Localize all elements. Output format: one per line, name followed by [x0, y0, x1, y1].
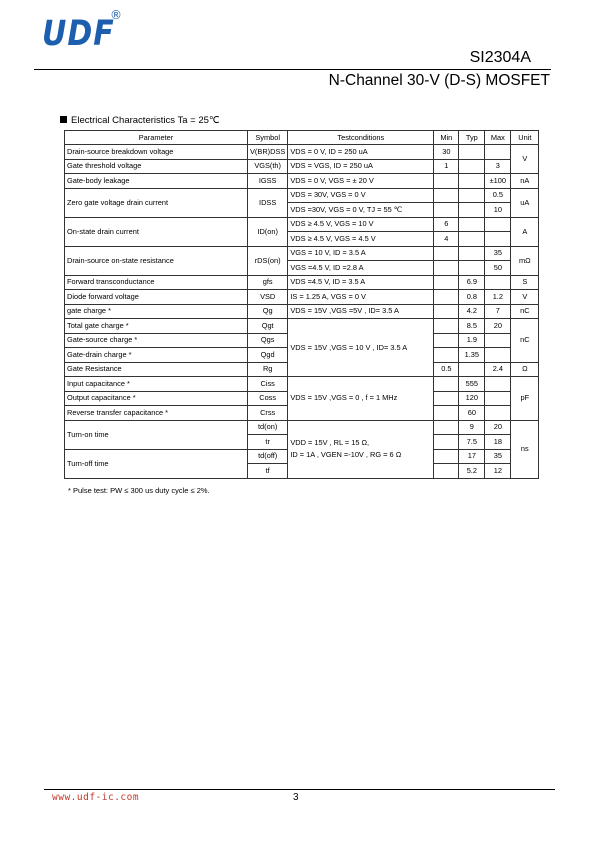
param-cell: On-state drain current [65, 217, 248, 246]
unit-cell: S [511, 275, 539, 290]
param-cell: Forward transconductance [65, 275, 248, 290]
table-row [65, 174, 539, 189]
min-cell [434, 319, 459, 334]
symbol-cell: Crss [248, 406, 288, 421]
symbol-cell: VSD [248, 290, 288, 305]
condition-line: VDD = 15V , RL = 15 Ω, [290, 438, 370, 447]
min-cell [434, 464, 459, 479]
table-row [65, 217, 539, 232]
footer-rule [44, 789, 555, 790]
symbol-cell: IDSS [248, 188, 288, 217]
condition-cell: VDS ≥ 4.5 V, VGS = 4.5 V [288, 232, 434, 247]
bullet-square-icon [60, 116, 67, 123]
min-cell [434, 275, 459, 290]
max-cell: 0.5 [485, 188, 511, 203]
condition-cell: VGS = 10 V, ID = 3.5 A [288, 246, 434, 261]
condition-cell: IS = 1.25 A, VGS = 0 V [288, 290, 434, 305]
typ-cell: 60 [459, 406, 485, 421]
min-cell [434, 304, 459, 319]
condition-cell: VDS = 15V ,VGS = 0 , f = 1 MHz [288, 377, 434, 421]
condition-cell: VDS =4.5 V, ID = 3.5 A [288, 275, 434, 290]
unit-cell: nC [511, 304, 539, 319]
param-cell: Gate Resistance [65, 362, 248, 377]
table-row [65, 145, 539, 160]
max-cell [485, 275, 511, 290]
min-cell [434, 449, 459, 464]
symbol-cell: td(off) [248, 449, 288, 464]
header-cell: Testconditions [288, 131, 434, 145]
condition-cell: VDS = 15V ,VGS = 10 V , ID= 3.5 A [288, 319, 434, 377]
typ-cell [459, 188, 485, 203]
typ-cell: 555 [459, 377, 485, 392]
condition-cell: VDS = 0 V, ID = 250 uA [288, 145, 434, 160]
max-cell [485, 145, 511, 160]
typ-cell: 7.5 [459, 435, 485, 450]
param-cell: Diode forward voltage [65, 290, 248, 305]
min-cell [434, 406, 459, 421]
param-cell: Total gate charge * [65, 319, 248, 334]
condition-cell: VGS =4.5 V, ID =2.8 A [288, 261, 434, 276]
table-row [65, 304, 539, 319]
condition-cell: VDS = VGS, ID = 250 uA [288, 159, 434, 174]
unit-cell: mΩ [511, 246, 539, 275]
table-row [65, 188, 539, 203]
page-number: 3 [293, 792, 299, 803]
param-cell: Zero gate voltage drain current [65, 188, 248, 217]
symbol-cell: tf [248, 464, 288, 479]
header-cell: Parameter [65, 131, 248, 145]
header-cell: Min [434, 131, 459, 145]
param-cell: gate charge * [65, 304, 248, 319]
max-cell: 3 [485, 159, 511, 174]
typ-cell [459, 174, 485, 189]
pulse-test-footnote: * Pulse test: PW ≤ 300 us duty cycle ≤ 2%. [68, 486, 210, 495]
symbol-cell: Qgt [248, 319, 288, 334]
typ-cell: 6.9 [459, 275, 485, 290]
min-cell: 0.5 [434, 362, 459, 377]
typ-cell [459, 261, 485, 276]
header-cell: Typ [459, 131, 485, 145]
symbol-cell: rDS(on) [248, 246, 288, 275]
min-cell [434, 290, 459, 305]
max-cell: 35 [485, 449, 511, 464]
symbol-cell: gfs [248, 275, 288, 290]
unit-cell: A [511, 217, 539, 246]
condition-cell: VDS ≥ 4.5 V, VGS = 10 V [288, 217, 434, 232]
typ-cell [459, 232, 485, 247]
param-cell: Gate-drain charge * [65, 348, 248, 363]
symbol-cell: Qg [248, 304, 288, 319]
symbol-cell: Rg [248, 362, 288, 377]
max-cell: 7 [485, 304, 511, 319]
symbol-cell: tr [248, 435, 288, 450]
registered-mark: ® [110, 8, 122, 22]
typ-cell: 4.2 [459, 304, 485, 319]
max-cell [485, 232, 511, 247]
max-cell [485, 217, 511, 232]
symbol-cell: Coss [248, 391, 288, 406]
symbol-cell: Ciss [248, 377, 288, 392]
max-cell: 35 [485, 246, 511, 261]
unit-cell: V [511, 290, 539, 305]
param-cell: Gate-source charge * [65, 333, 248, 348]
table-header-row [65, 131, 539, 145]
max-cell: 18 [485, 435, 511, 450]
max-cell [485, 391, 511, 406]
condition-cell [288, 420, 434, 478]
unit-cell: ns [511, 420, 539, 478]
symbol-cell: Qgs [248, 333, 288, 348]
typ-cell: 1.9 [459, 333, 485, 348]
max-cell: 50 [485, 261, 511, 276]
section-heading [60, 115, 220, 126]
max-cell [485, 406, 511, 421]
typ-cell: 8.5 [459, 319, 485, 334]
min-cell [434, 377, 459, 392]
typ-cell: 0.8 [459, 290, 485, 305]
min-cell: 4 [434, 232, 459, 247]
param-cell: Gate threshold voltage [65, 159, 248, 174]
typ-cell [459, 246, 485, 261]
typ-cell: 17 [459, 449, 485, 464]
table-row [65, 275, 539, 290]
param-cell: Drain-source breakdown voltage [65, 145, 248, 160]
max-cell [485, 377, 511, 392]
condition-line: ID = 1A , VGEN =-10V , RG = 6 Ω [290, 450, 402, 459]
condition-cell: VDS = 0 V, VGS = ± 20 V [288, 174, 434, 189]
min-cell [434, 420, 459, 435]
min-cell: 1 [434, 159, 459, 174]
table-row [65, 420, 539, 435]
table-row [65, 159, 539, 174]
table-row [65, 290, 539, 305]
param-cell: Drain-source on-state resistance [65, 246, 248, 275]
symbol-cell: ID(on) [248, 217, 288, 246]
min-cell: 30 [434, 145, 459, 160]
condition-cell: VDS = 30V, VGS = 0 V [288, 188, 434, 203]
unit-cell: Ω [511, 362, 539, 377]
symbol-cell: IGSS [248, 174, 288, 189]
section-title: Electrical Characteristics Ta = 25℃ [71, 115, 220, 126]
table-row [65, 377, 539, 392]
max-cell [485, 333, 511, 348]
param-cell: Output capacitance * [65, 391, 248, 406]
typ-cell [459, 362, 485, 377]
table-row [65, 246, 539, 261]
typ-cell [459, 203, 485, 218]
max-cell: 20 [485, 420, 511, 435]
device-subtitle: N-Channel 30-V (D-S) MOSFET [328, 72, 550, 89]
unit-cell: uA [511, 188, 539, 217]
min-cell [434, 435, 459, 450]
table-row [65, 319, 539, 334]
typ-cell: 1.35 [459, 348, 485, 363]
param-cell: Turn-on time [65, 420, 248, 449]
symbol-cell: VGS(th) [248, 159, 288, 174]
symbol-cell: V(BR)DSS [248, 145, 288, 160]
header-cell: Unit [511, 131, 539, 145]
min-cell [434, 246, 459, 261]
typ-cell: 9 [459, 420, 485, 435]
max-cell: 1.2 [485, 290, 511, 305]
typ-cell: 120 [459, 391, 485, 406]
min-cell [434, 333, 459, 348]
website-link[interactable]: www.udf-ic.com [52, 792, 140, 803]
symbol-cell: Qgd [248, 348, 288, 363]
max-cell: ±100 [485, 174, 511, 189]
param-cell: Input capacitance * [65, 377, 248, 392]
udf-logo: UDF [42, 14, 115, 55]
min-cell [434, 174, 459, 189]
condition-cell: VDS =30V, VGS = 0 V, TJ = 55 ℃ [288, 203, 434, 218]
unit-cell: nC [511, 319, 539, 363]
param-cell: Reverse transfer capacitance * [65, 406, 248, 421]
typ-cell [459, 145, 485, 160]
min-cell [434, 261, 459, 276]
typ-cell: 5.2 [459, 464, 485, 479]
max-cell: 10 [485, 203, 511, 218]
unit-cell: pF [511, 377, 539, 421]
max-cell: 12 [485, 464, 511, 479]
min-cell: 6 [434, 217, 459, 232]
min-cell [434, 188, 459, 203]
min-cell [434, 348, 459, 363]
max-cell: 20 [485, 319, 511, 334]
header-rule [34, 69, 551, 70]
condition-cell: VDS = 15V ,VGS =5V , ID= 3.5 A [288, 304, 434, 319]
electrical-characteristics-table [64, 130, 539, 479]
max-cell [485, 348, 511, 363]
typ-cell [459, 159, 485, 174]
unit-cell: V [511, 145, 539, 174]
max-cell: 2.4 [485, 362, 511, 377]
header-cell: Symbol [248, 131, 288, 145]
header-cell: Max [485, 131, 511, 145]
min-cell [434, 203, 459, 218]
symbol-cell: td(on) [248, 420, 288, 435]
part-number: SI2304A [469, 49, 531, 66]
min-cell [434, 391, 459, 406]
param-cell: Turn-off time [65, 449, 248, 478]
typ-cell [459, 217, 485, 232]
unit-cell: nA [511, 174, 539, 189]
param-cell: Gate-body leakage [65, 174, 248, 189]
